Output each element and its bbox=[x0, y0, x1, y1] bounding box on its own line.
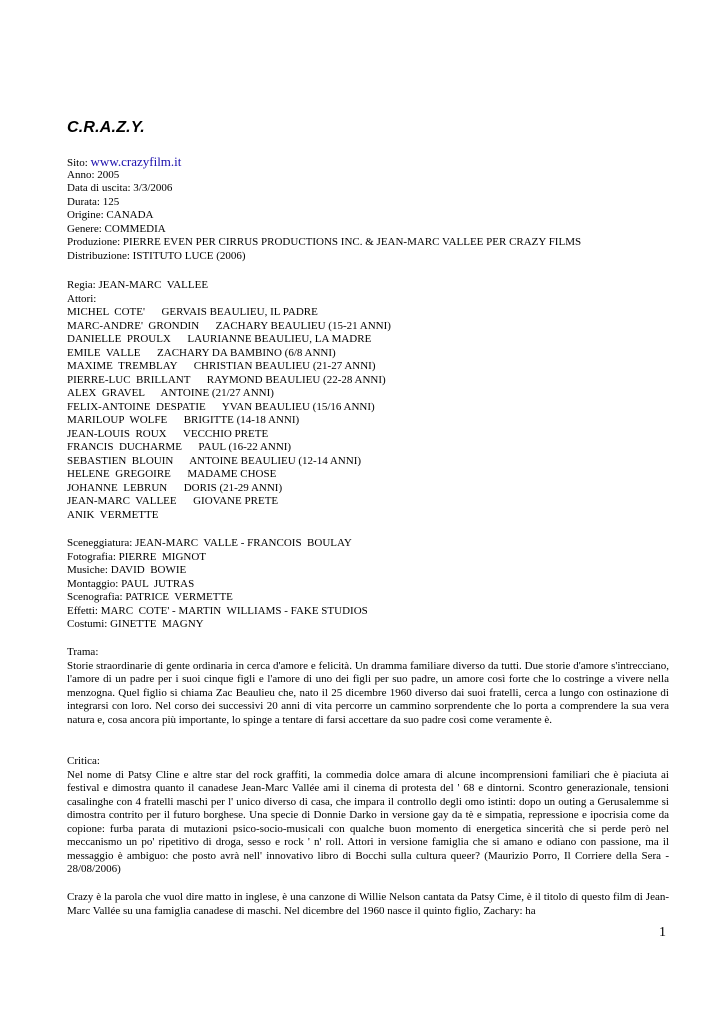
actor-line: FELIX-ANTOINE DESPATIE YVAN BEAULIEU (15/16 ANNI) bbox=[67, 400, 375, 413]
crew-line: Sceneggiatura: JEAN-MARC VALLE - FRANCOIS BOULAY bbox=[67, 537, 352, 549]
crew-line: Scenografia: PATRICE VERMETTE bbox=[67, 591, 233, 603]
actor-line: JEAN-LOUIS ROUX VECCHIO PRETE bbox=[67, 427, 269, 440]
actor-line: JOHANNE LEBRUN DORIS (21-29 ANNI) bbox=[67, 481, 283, 494]
info-line: Origine: CANADA bbox=[67, 209, 154, 221]
crew-line: Costumi: GINETTE MAGNY bbox=[67, 618, 204, 630]
crew-line: Fotografia: PIERRE MIGNOT bbox=[67, 550, 207, 563]
plot-section bbox=[67, 646, 669, 727]
actor-line: JEAN-MARC VALLEE GIOVANE PRETE bbox=[67, 495, 279, 507]
crew-line: Musiche: DAVID BOWIE bbox=[67, 564, 187, 576]
actor-line: MICHEL COTE' GERVAIS BEAULIEU, IL PADRE bbox=[67, 306, 318, 318]
actor-line: PIERRE-LUC BRILLANT RAYMOND BEAULIEU (22-28 ANNI) bbox=[67, 373, 386, 386]
review-text: Nel nome di Patsy Cline e altre star del rock graffiti, la commedia dolce amara di alcune incomprensioni familiari che è piaciuta ai festival e dimostra quanto il canadese Jean-Marc Vallée ami il cinema di protesta del ' 68 e dintorni. Scontro generazionale, tensioni casalinghe con 4 fratelli maschi per l' unico diverso di casa, che impara il controllo degli omo istinti: dopo un outing a Gerusalemme si dimostra contrito per il futuro borghese. Una specie di Donnie Darko in versione gay da tè e simpatia, repressione e ipocrisia come da copione: furba parata di mutazioni psico-socio-musicali con qualche buon momento di energetica sincerità che si perde però nel meccanismo un po' ripetitivo di droga, sesso e rock ' n' roll. Attori in versione famiglia che si amano e odiano con passione, ma il messaggio è ambiguo: che posto avrà nell' innovativo libro di Bocchi sulla cultura queer? (Maurizio Porro, Il Corriere della Sera - 28/08/2006) bbox=[67, 768, 669, 875]
actor-line: FRANCIS DUCHARME PAUL (16-22 ANNI) bbox=[67, 441, 292, 453]
info-line: Anno: 2005 bbox=[67, 168, 120, 181]
director-line: Regia: JEAN-MARC VALLEE bbox=[67, 279, 209, 291]
actor-line: ANIK VERMETTE bbox=[67, 508, 159, 521]
actor-line: EMILE VALLE ZACHARY DA BAMBINO (6/8 ANNI) bbox=[67, 346, 336, 359]
actors-label: Attori: bbox=[67, 292, 97, 305]
actor-line: MARC-ANDRE' GRONDIN ZACHARY BEAULIEU (15-21 ANNI) bbox=[67, 319, 391, 332]
info-line: Produzione: PIERRE EVEN PER CIRRUS PRODUCTIONS INC. & JEAN-MARC VALLEE PER CRAZY FILMS bbox=[67, 236, 582, 248]
site-line bbox=[67, 155, 669, 169]
closing-section bbox=[67, 891, 669, 918]
crew-line: Montaggio: PAUL JUTRAS bbox=[67, 577, 195, 590]
plot-text: Storie straordinarie di gente ordinaria in cerca d'amore e felicità. Un dramma familiare diverso da tutti. Due storie d'amore s'intrecciano, l'amore di un padre per i suoi cinque figli e l'amore di uno dei figli per suo padre, un amore così forte che lo costringe a vivere nella menzogna. Quel figlio si chiama Zac Beaulieu che, nato il 25 dicembre 1960 diverso dai suoi fratelli, cerca a lungo con ostinazione di integrarsi con loro. Nel corso dei successivi 20 anni di vita percorre un cammino sorprendente che lo porta a comprendere la sua vera natura e, cosa ancora più importante, lo spinge a tentare di farsi accettare da suo padre così come veramente è. bbox=[67, 659, 669, 726]
crew-section bbox=[67, 537, 669, 632]
page-number: 1 bbox=[659, 925, 666, 940]
info-line: Data di uscita: 3/3/2006 bbox=[67, 182, 173, 194]
info-line: Durata: 125 bbox=[67, 195, 120, 208]
actor-line: DANIELLE PROULX LAURIANNE BEAULIEU, LA MADRE bbox=[67, 333, 372, 345]
info-line: Genere: COMMEDIA bbox=[67, 222, 166, 235]
closing-text: Crazy è la parola che vuol dire matto in inglese, è una canzone di Willie Nelson cantata da Patsy Cime, è il titolo di questo film di Jean-Marc Vallée su una famiglia canadese di maschi. Nel dicembre del 1960 nasce il quinto figlio, Zachary: ha bbox=[67, 891, 669, 917]
actor-line: ALEX GRAVEL ANTOINE (21/27 ANNI) bbox=[67, 387, 274, 399]
plot-label: Trama: bbox=[67, 646, 99, 658]
actor-line: SEBASTIEN BLOUIN ANTOINE BEAULIEU (12-14 ANNI) bbox=[67, 454, 362, 467]
actor-line: MAXIME TREMBLAY CHRISTIAN BEAULIEU (21-27 ANNI) bbox=[67, 360, 376, 372]
film-title: C.R.A.Z.Y. bbox=[67, 119, 145, 136]
actor-line: HELENE GREGOIRE MADAME CHOSE bbox=[67, 468, 277, 480]
review-label: Critica: bbox=[67, 755, 100, 767]
actor-line: MARILOUP WOLFE BRIGITTE (14-18 ANNI) bbox=[67, 414, 300, 426]
cast-section bbox=[67, 279, 669, 522]
crew-line: Effetti: MARC COTE' - MARTIN WILLIAMS - FAKE STUDIOS bbox=[67, 604, 368, 617]
info-line: Distribuzione: ISTITUTO LUCE (2006) bbox=[67, 249, 246, 262]
film-info bbox=[67, 155, 669, 263]
site-label: Sito: bbox=[67, 157, 91, 169]
site-link[interactable]: www.crazyfilm.it bbox=[90, 154, 182, 169]
review-section bbox=[67, 755, 669, 877]
